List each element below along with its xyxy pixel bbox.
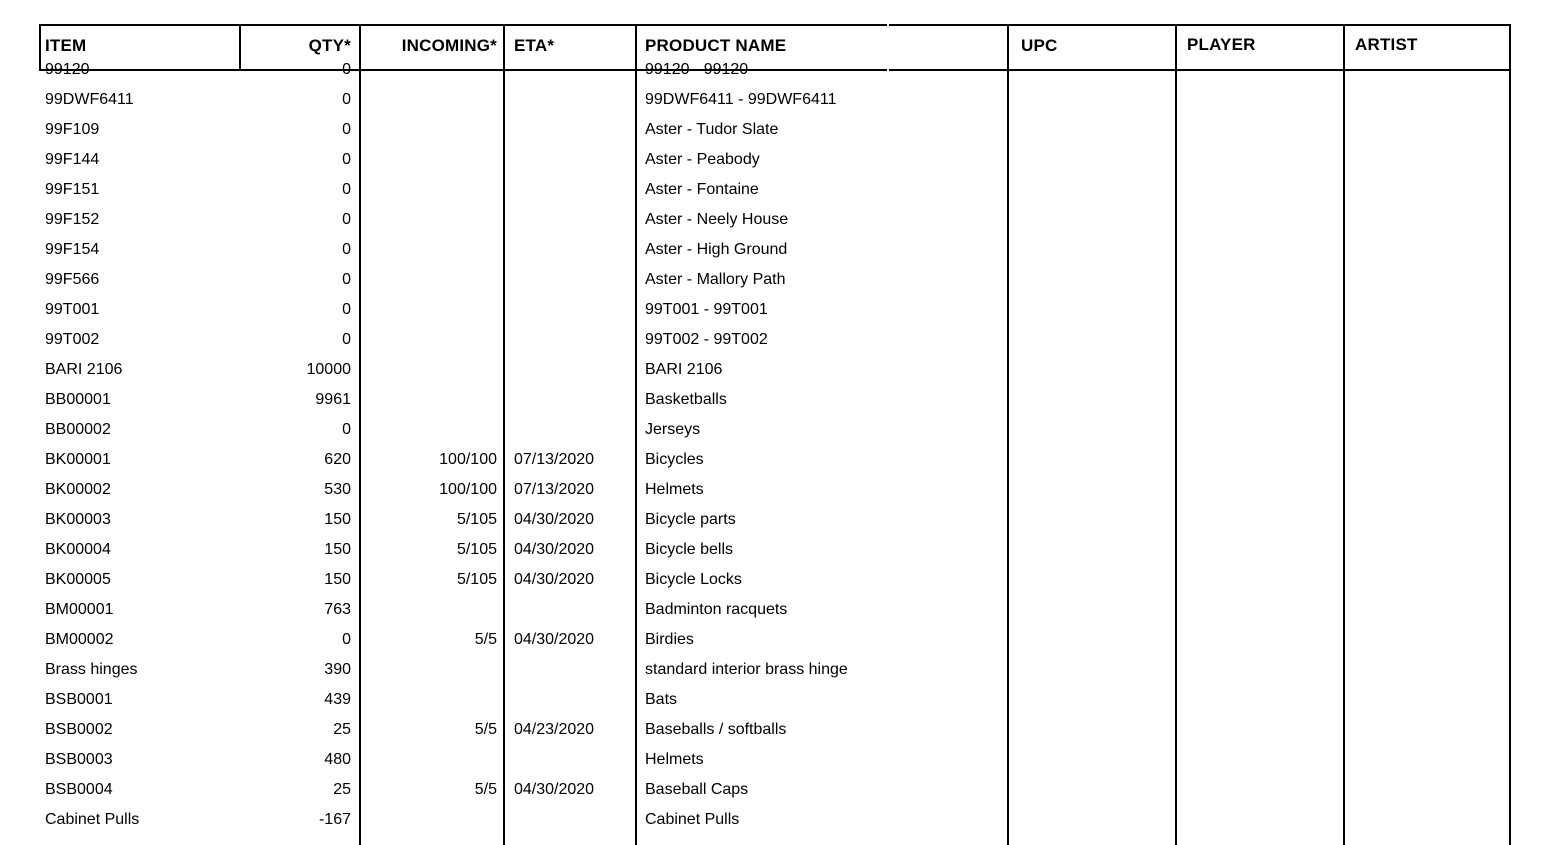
cell-eta: 07/13/2020 (514, 451, 595, 468)
cell-qty: 439 (324, 691, 351, 708)
cell-item: BK00005 (45, 571, 111, 588)
table-row (39, 148, 1511, 178)
cell-product-name: Aster - Tudor Slate (645, 121, 779, 138)
table-row (39, 508, 1511, 538)
cell-qty: 0 (342, 241, 351, 258)
cell-qty: 0 (342, 271, 351, 288)
cell-qty: 620 (324, 451, 351, 468)
cell-product-name: Bicycles (645, 451, 704, 468)
cell-product-name: 99T002 - 99T002 (645, 331, 768, 348)
table-row (39, 538, 1511, 568)
cell-incoming: 5/5 (474, 631, 497, 648)
cell-product-name: Aster - High Ground (645, 241, 788, 258)
cell-item: BSB0003 (45, 751, 113, 768)
cell-eta: 04/30/2020 (514, 781, 595, 798)
cell-qty: 0 (342, 211, 351, 228)
table-top-border (39, 24, 887, 26)
table-row (39, 598, 1511, 628)
cell-qty: 0 (342, 301, 351, 318)
table-row (39, 88, 1511, 118)
cell-qty: 0 (342, 61, 351, 78)
cell-qty: 0 (342, 151, 351, 168)
cell-incoming: 100/100 (439, 481, 497, 498)
cell-eta: 04/30/2020 (514, 511, 595, 528)
table-row (39, 808, 1511, 838)
cell-item: BM00001 (45, 601, 114, 618)
cell-product-name: Helmets (645, 751, 704, 768)
cell-qty: 0 (342, 331, 351, 348)
table-row (39, 778, 1511, 808)
cell-item: BB00001 (45, 391, 111, 408)
header-product-name: PRODUCT NAME (645, 36, 787, 55)
cell-qty: 0 (342, 421, 351, 438)
cell-item: 99T001 (45, 301, 100, 318)
cell-item: 99F151 (45, 181, 100, 198)
cell-product-name: Basketballs (645, 391, 727, 408)
cell-item: BSB0002 (45, 721, 113, 738)
cell-qty: 25 (333, 721, 351, 738)
cell-item: BB00002 (45, 421, 111, 438)
table-row (39, 658, 1511, 688)
cell-product-name: Aster - Neely House (645, 211, 789, 228)
table-row (39, 748, 1511, 778)
cell-qty: 763 (324, 601, 351, 618)
table-row (39, 388, 1511, 418)
cell-item: BK00003 (45, 511, 111, 528)
cell-product-name: BARI 2106 (645, 361, 723, 378)
cell-product-name: Badminton racquets (645, 601, 788, 618)
cell-incoming: 100/100 (439, 451, 497, 468)
cell-product-name: Cabinet Pulls (645, 811, 740, 828)
table-row (39, 358, 1511, 388)
cell-item: BARI 2106 (45, 361, 123, 378)
cell-incoming: 5/5 (474, 721, 497, 738)
cell-product-name: Bicycle Locks (645, 571, 742, 588)
cell-product-name: Bats (645, 691, 678, 708)
cell-item: BK00001 (45, 451, 111, 468)
cell-product-name: Aster - Fontaine (645, 181, 759, 198)
table-row (39, 268, 1511, 298)
cell-incoming: 5/105 (456, 541, 497, 558)
cell-eta: 04/30/2020 (514, 631, 595, 648)
table-row (39, 118, 1511, 148)
cell-product-name: Jerseys (645, 421, 701, 438)
cell-incoming: 5/105 (456, 511, 497, 528)
table-top-border-right (889, 24, 1511, 26)
cell-eta: 04/30/2020 (514, 571, 595, 588)
cell-eta: 04/23/2020 (514, 721, 595, 738)
cell-item: BK00002 (45, 481, 111, 498)
cell-product-name: Aster - Mallory Path (645, 271, 786, 288)
cell-item: Brass hinges (45, 661, 138, 678)
cell-product-name: 99120 - 99120 (645, 61, 749, 78)
cell-product-name: standard interior brass hinge (645, 661, 848, 678)
cell-qty: 10000 (306, 361, 351, 378)
table-row (39, 178, 1511, 208)
cell-eta: 07/13/2020 (514, 481, 595, 498)
table-row (39, 448, 1511, 478)
cell-qty: 480 (324, 751, 351, 768)
table-row (39, 208, 1511, 238)
header-upc: UPC (1021, 36, 1058, 55)
cell-product-name: Birdies (645, 631, 694, 648)
cell-product-name: Aster - Peabody (645, 151, 760, 168)
inventory-table (39, 24, 1511, 845)
header-player: PLAYER (1187, 35, 1256, 54)
cell-qty: -167 (318, 811, 351, 828)
cell-item: Cabinet Pulls (45, 811, 140, 828)
cell-item: 99F152 (45, 211, 100, 228)
header-eta: ETA* (514, 36, 555, 55)
header-qty: QTY* (308, 36, 351, 55)
cell-qty: 530 (324, 481, 351, 498)
cell-item: 99F154 (45, 241, 100, 258)
cell-item: 99F109 (45, 121, 100, 138)
cell-item: 99120 (45, 61, 90, 78)
table-row (39, 628, 1511, 658)
table-row (39, 298, 1511, 328)
table-row (39, 478, 1511, 508)
cell-qty: 25 (333, 781, 351, 798)
header-item: ITEM (45, 36, 87, 55)
cell-product-name: Baseballs / softballs (645, 721, 787, 738)
table-row (39, 418, 1511, 448)
cell-qty: 0 (342, 631, 351, 648)
cell-product-name: Helmets (645, 481, 704, 498)
cell-product-name: Bicycle parts (645, 511, 736, 528)
cell-product-name: 99T001 - 99T001 (645, 301, 768, 318)
cell-qty: 150 (324, 541, 351, 558)
table-row (39, 238, 1511, 268)
cell-item: BSB0001 (45, 691, 113, 708)
cell-product-name: Bicycle bells (645, 541, 734, 558)
cell-item: 99DWF6411 (45, 91, 134, 108)
cell-item: BK00004 (45, 541, 111, 558)
header-artist: ARTIST (1355, 35, 1418, 54)
table-row (39, 328, 1511, 358)
cell-qty: 0 (342, 91, 351, 108)
cell-qty: 150 (324, 511, 351, 528)
table-row (39, 688, 1511, 718)
cell-product-name: Baseball Caps (645, 781, 749, 798)
header-incoming: INCOMING* (401, 36, 497, 55)
table-row (39, 568, 1511, 598)
cell-qty: 0 (342, 181, 351, 198)
cell-item: 99F566 (45, 271, 100, 288)
cell-item: BM00002 (45, 631, 114, 648)
cell-item: BSB0004 (45, 781, 113, 798)
cell-incoming: 5/105 (456, 571, 497, 588)
cell-item: 99F144 (45, 151, 100, 168)
table-row (39, 58, 1511, 88)
table-row (39, 718, 1511, 748)
cell-qty: 0 (342, 121, 351, 138)
cell-qty: 150 (324, 571, 351, 588)
cell-item: 99T002 (45, 331, 100, 348)
cell-incoming: 5/5 (474, 781, 497, 798)
cell-eta: 04/30/2020 (514, 541, 595, 558)
cell-qty: 390 (324, 661, 351, 678)
cell-qty: 9961 (315, 391, 351, 408)
cell-product-name: 99DWF6411 - 99DWF6411 (645, 91, 837, 108)
